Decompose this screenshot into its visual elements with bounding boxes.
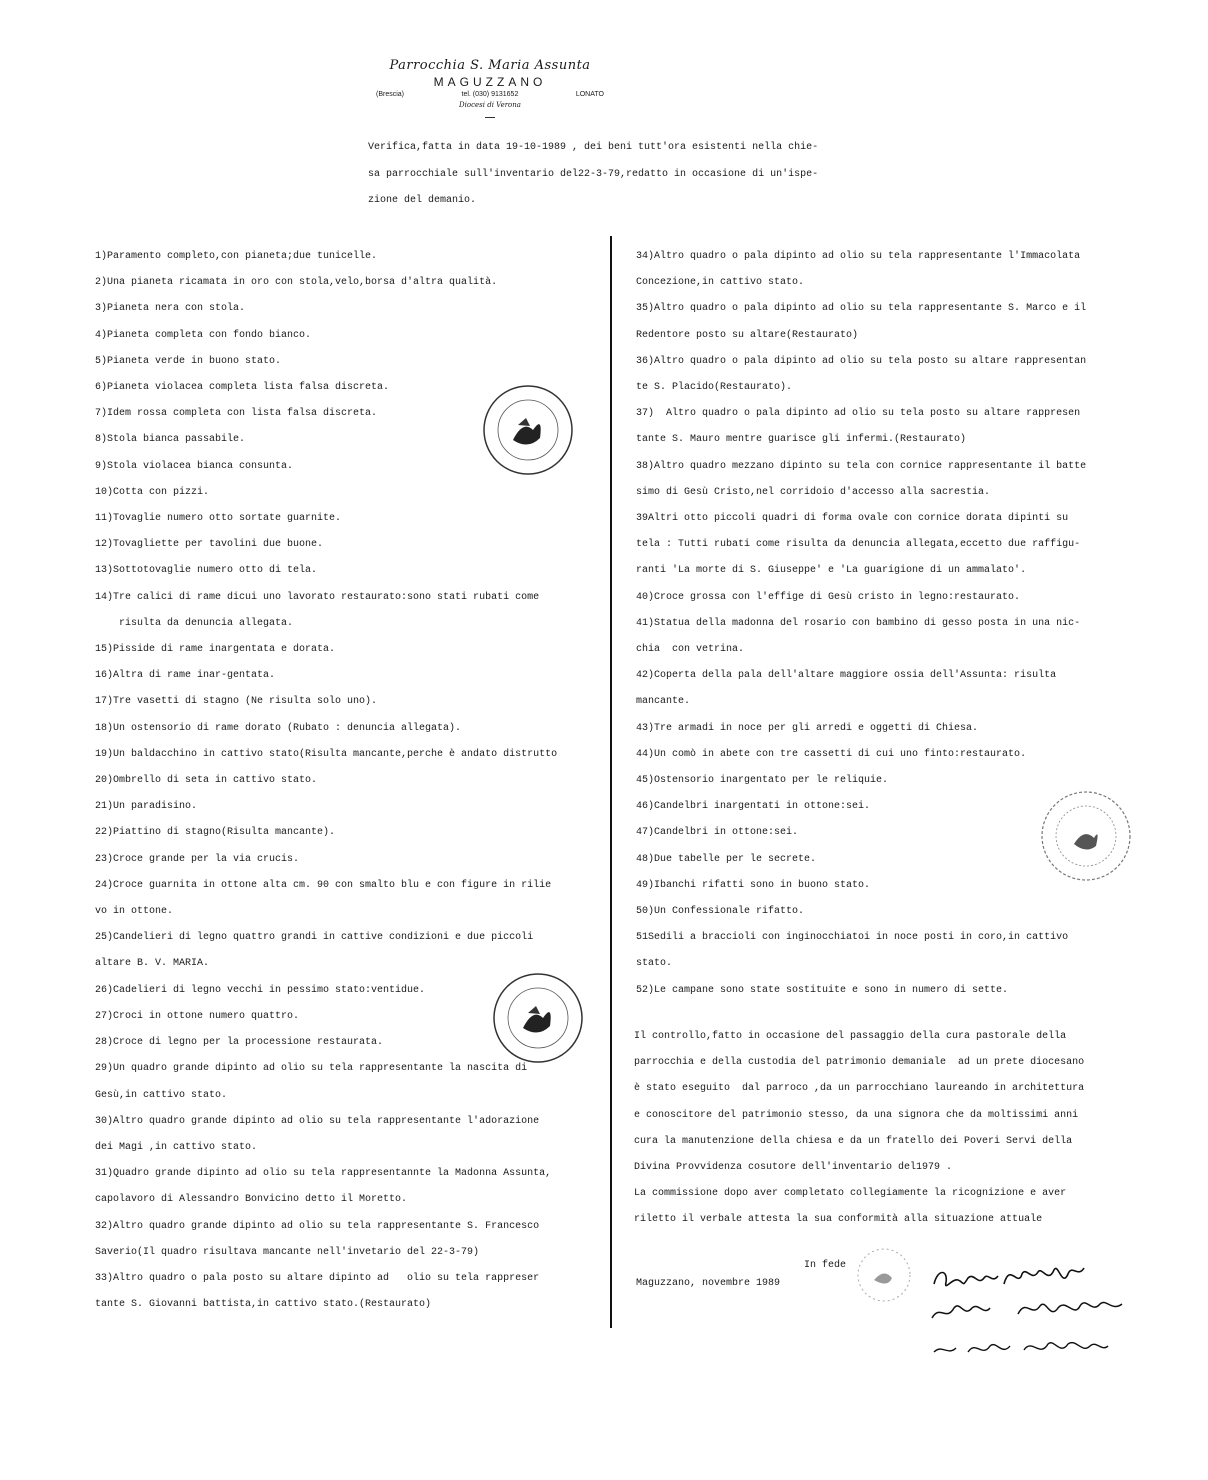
inventory-item: 34)Altro quadro o pala dipinto ad olio su tela rappresentante l'Immacolata bbox=[636, 251, 1081, 262]
inventory-item: dei Magi ,in cattivo stato. bbox=[95, 1141, 258, 1153]
inventory-item: 32)Altro quadro grande dipinto ad olio su tela rappresentante S. Francesco bbox=[95, 1220, 540, 1232]
phone-number: tel. (030) 9131652 bbox=[461, 91, 519, 98]
inventory-item: 29)Un quadro grande dipinto ad olio su tela rappresentante la nascita di bbox=[95, 1063, 528, 1075]
letterhead bbox=[360, 58, 620, 118]
inventory-item: 51Sedili a braccioli con inginocchiatoi in noce posti in coro,in cattivo bbox=[636, 932, 1069, 944]
inventory-item: 12)Tovagliette per tavolini due buone. bbox=[95, 539, 324, 551]
inventory-item: 6)Pianeta violacea completa lista falsa discreta. bbox=[95, 382, 390, 394]
inventory-item: 40)Croce grossa con l'effige di Gesù cristo in legno:restaurato. bbox=[636, 591, 1021, 603]
inventory-item: 9)Stola violacea bianca consunta. bbox=[95, 460, 294, 472]
inventory-item: 37) Altro quadro o pala dipinto ad olio su tela posto su altare rappresen bbox=[636, 408, 1081, 420]
inventory-item: tante S. Giovanni battista,in cattivo stato.(Restaurato) bbox=[95, 1299, 432, 1311]
inventory-item: 8)Stola bianca passabile. bbox=[95, 434, 246, 446]
inventory-item: 47)Candelbri in ottone:sei. bbox=[636, 827, 799, 839]
inventory-item: Gesù,in cattivo stato. bbox=[95, 1089, 228, 1101]
inventory-item: 26)Cadelieri di legno vecchi in pessimo stato:ventidue. bbox=[95, 984, 426, 996]
inventory-item: Saverio(Il quadro risultava mancante nell'invetario del 22-3-79) bbox=[95, 1246, 480, 1258]
faint-stamp bbox=[854, 1240, 914, 1310]
inventory-item: mancante. bbox=[636, 696, 691, 708]
inventory-item: 36)Altro quadro o pala dipinto ad olio su tela posto su altare rappresentan bbox=[636, 355, 1087, 367]
inventory-item: 16)Altra di rame inar-gentata. bbox=[95, 670, 276, 682]
inventory-item: Redentore posto su altare(Restaurato) bbox=[636, 329, 859, 341]
closing-paragraph bbox=[634, 1024, 1134, 1234]
intro-line: sa parrocchiale sull'inventario del22-3-79,redatto in occasione di un'ispe- bbox=[368, 168, 819, 180]
closing-line: riletto il verbale attesta la sua conformità alla situazione attuale bbox=[634, 1214, 1043, 1226]
inventory-item: 35)Altro quadro o pala dipinto ad olio su tela rappresentante S. Marco e il bbox=[636, 303, 1087, 315]
inventory-item: 22)Piattino di stagno(Risulta mancante). bbox=[95, 827, 336, 839]
inventory-item: tela : Tutti rubati come risulta da denuncia allegata,eccetto due raffigu- bbox=[636, 539, 1081, 551]
inventory-item: 46)Candelbri inargentati in ottone:sei. bbox=[636, 801, 871, 813]
comune: LONATO bbox=[575, 91, 604, 98]
inventory-item: 4)Pianeta completa con fondo bianco. bbox=[95, 329, 312, 341]
parish-name: Parrocchia S. Maria Assunta bbox=[389, 58, 591, 73]
inventory-item: vo in ottone. bbox=[95, 906, 174, 918]
place-date: Maguzzano, novembre 1989 bbox=[636, 1278, 781, 1289]
inventory-item: capolavoro di Alessandro Bonvicino detto il Moretto. bbox=[95, 1194, 408, 1206]
province: (Brescia) bbox=[376, 91, 405, 98]
closing-line: e conoscitore del patrimonio stesso, da una signora che da moltissimi anni bbox=[634, 1109, 1079, 1121]
parish-stamp bbox=[1036, 786, 1136, 886]
parish-stamp bbox=[478, 380, 578, 480]
diocese: Diocesi di Verona bbox=[459, 101, 521, 109]
inventory-item: 15)Pisside di rame inargentata e dorata. bbox=[95, 644, 336, 656]
inventory-item: 27)Croci in ottone numero quattro. bbox=[95, 1010, 300, 1022]
handwritten-signatures bbox=[928, 1248, 1128, 1368]
parish-stamp bbox=[488, 968, 588, 1068]
inventory-item: stato. bbox=[636, 958, 673, 970]
inventory-item: 13)Sottotovaglie numero otto di tela. bbox=[95, 565, 318, 577]
inventory-item: 43)Tre armadi in noce per gli arredi e oggetti di Chiesa. bbox=[636, 722, 979, 734]
closing-line: Il controllo,fatto in occasione del passaggio della cura pastorale della bbox=[634, 1031, 1067, 1042]
in-fede-label: In fede bbox=[804, 1260, 847, 1271]
inventory-item: chia con vetrina. bbox=[636, 644, 745, 656]
town-name: MAGUZZANO bbox=[433, 75, 547, 89]
intro-line: Verifica,fatta in data 19-10-1989 , dei beni tutt'ora esistenti nella chie- bbox=[368, 142, 819, 153]
inventory-item: 50)Un Confessionale rifatto. bbox=[636, 906, 805, 918]
inventory-item: risulta da denuncia allegata. bbox=[95, 617, 294, 629]
inventory-item: altare B. V. MARIA. bbox=[95, 958, 210, 970]
inventory-item: 44)Un comò in abete con tre cassetti di cui uno finto:restaurato. bbox=[636, 748, 1027, 760]
inventory-item: 14)Tre calici di rame dicui uno lavorato restaurato:sono stati rubati come bbox=[95, 591, 540, 603]
closing-line: parrocchia e della custodia del patrimonio demaniale ad un prete diocesano bbox=[634, 1057, 1085, 1069]
closing-line: La commissione dopo aver completato collegiamente la ricognizione e aver bbox=[634, 1188, 1067, 1200]
inventory-item: 5)Pianeta verde in buono stato. bbox=[95, 355, 282, 367]
inventory-item: ranti 'La morte di S. Giuseppe' e 'La guarigione di un ammalato'. bbox=[636, 565, 1027, 577]
column-divider bbox=[610, 236, 612, 1328]
closing-line: è stato eseguito dal parroco ,da un parrocchiano laureando in architettura bbox=[634, 1083, 1085, 1095]
inventory-item: 25)Candelieri di legno quattro grandi in cattive condizioni e due piccoli bbox=[95, 932, 534, 944]
inventory-item: 30)Altro quadro grande dipinto ad olio su tela rappresentante l'adorazione bbox=[95, 1115, 540, 1127]
inventory-item: 3)Pianeta nera con stola. bbox=[95, 303, 246, 315]
inventory-item: 24)Croce guarnita in ottone alta cm. 90 con smalto blu e con figure in rilie bbox=[95, 879, 552, 891]
inventory-item: 49)Ibanchi rifatti sono in buono stato. bbox=[636, 879, 871, 891]
intro-line: zione del demanio. bbox=[368, 195, 477, 206]
inventory-item: 18)Un ostensorio di rame dorato (Rubato : denuncia allegata). bbox=[95, 722, 462, 734]
inventory-right-column bbox=[636, 244, 1131, 1004]
inventory-item: 39Altri otto piccoli quadri di forma ovale con cornice dorata dipinti su bbox=[636, 513, 1069, 525]
inventory-item: 2)Una pianeta ricamata in oro con stola,velo,borsa d'altra qualità. bbox=[95, 277, 498, 289]
inventory-item: 20)Ombrello di seta in cattivo stato. bbox=[95, 775, 318, 787]
letterhead-divider bbox=[485, 117, 495, 118]
letterhead-contact-line bbox=[360, 91, 620, 98]
closing-line: Divina Provvidenza cosutore dell'inventario del1979 . bbox=[634, 1162, 953, 1174]
inventory-item: 48)Due tabelle per le secrete. bbox=[636, 853, 817, 865]
inventory-item: 17)Tre vasetti di stagno (Ne risulta solo uno). bbox=[95, 696, 378, 708]
inventory-item: 38)Altro quadro mezzano dipinto su tela con cornice rappresentante il batte bbox=[636, 460, 1087, 472]
inventory-item: 28)Croce di legno per la processione restaurata. bbox=[95, 1037, 384, 1049]
intro-paragraph bbox=[368, 135, 878, 215]
inventory-item: 42)Coperta della pala dell'altare maggiore ossia dell'Assunta: risulta bbox=[636, 670, 1057, 682]
inventory-item: 10)Cotta con pizzi. bbox=[95, 486, 210, 498]
closing-line: cura la manutenzione della chiesa e da un fratello dei Poveri Servi della bbox=[634, 1135, 1073, 1147]
inventory-item: 31)Quadro grande dipinto ad olio su tela rappresentannte la Madonna Assunta, bbox=[95, 1168, 552, 1180]
inventory-item: Concezione,in cattivo stato. bbox=[636, 277, 805, 289]
inventory-item: 11)Tovaglie numero otto sortate guarnite. bbox=[95, 513, 342, 525]
inventory-item: 33)Altro quadro o pala posto su altare dipinto ad olio su tela rappreser bbox=[95, 1272, 540, 1284]
inventory-item: te S. Placido(Restaurato). bbox=[636, 382, 793, 394]
inventory-item: tante S. Mauro mentre guarisce gli infermi.(Restaurato) bbox=[636, 434, 967, 446]
inventory-item: 21)Un paradisino. bbox=[95, 801, 198, 813]
inventory-item: 41)Statua della madonna del rosario con bambino di gesso posta in una nic- bbox=[636, 617, 1081, 629]
inventory-item: 19)Un baldacchino in cattivo stato(Risulta mancante,perche è andato distrutto bbox=[95, 748, 558, 760]
inventory-item: 23)Croce grande per la via crucis. bbox=[95, 853, 300, 865]
inventory-item: 1)Paramento completo,con pianeta;due tunicelle. bbox=[95, 251, 378, 262]
inventory-item: 7)Idem rossa completa con lista falsa discreta. bbox=[95, 408, 378, 420]
inventory-item: simo di Gesù Cristo,nel corridoio d'accesso alla sacrestia. bbox=[636, 486, 991, 498]
inventory-item: 45)Ostensorio inargentato per le reliquie. bbox=[636, 775, 889, 787]
inventory-item: 52)Le campane sono state sostituite e sono in numero di sette. bbox=[636, 984, 1009, 996]
